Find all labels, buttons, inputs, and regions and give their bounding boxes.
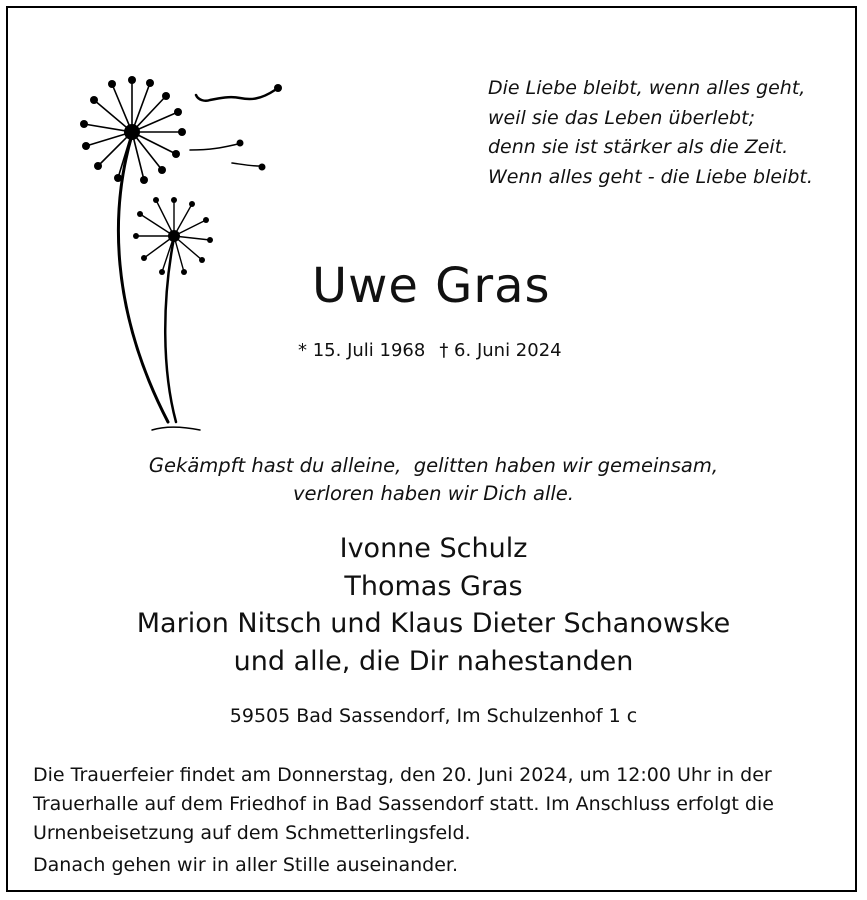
death-date: † 6. Juni 2024: [439, 340, 562, 361]
funeral-info: [33, 761, 853, 880]
family-member: und alle, die Dir nahestanden: [233, 645, 634, 677]
family-member: Ivonne Schulz: [339, 533, 528, 564]
dandelion-icon: [70, 50, 300, 440]
motto-line: verloren haben wir Dich alle.: [293, 482, 574, 505]
family-list: [0, 530, 867, 680]
poem: [488, 74, 848, 192]
deceased-name: Uwe Gras: [312, 258, 551, 314]
motto-line: Gekämpft hast du alleine, gelitten haben wir gemeinsam,: [148, 454, 719, 477]
poem-line: weil sie das Leben überlebt;: [488, 106, 755, 129]
family-member: Thomas Gras: [344, 570, 523, 602]
funeral-line: Urnenbeisetzung auf dem Schmetterlingsfeld.: [33, 822, 471, 844]
funeral-line: Trauerhalle auf dem Friedhof in Bad Sassendorf statt. Im Anschluss erfolgt die: [33, 793, 774, 815]
life-dates: [298, 340, 562, 361]
family-member: Marion Nitsch und Klaus Dieter Schanowske: [136, 608, 731, 639]
funeral-line: Die Trauerfeier findet am Donnerstag, den 20. Juni 2024, um 12:00 Uhr in der: [33, 764, 772, 786]
birth-date: * 15. Juli 1968: [298, 340, 426, 361]
poem-line: Die Liebe bleibt, wenn alles geht,: [488, 77, 806, 99]
motto: [0, 452, 867, 508]
address: 59505 Bad Sassendorf, Im Schulzenhof 1 c: [229, 705, 638, 727]
poem-line: Wenn alles geht - die Liebe bleibt.: [488, 165, 813, 188]
funeral-closing: Danach gehen wir in aller Stille auseinander.: [33, 854, 459, 876]
poem-line: denn sie ist stärker als die Zeit.: [488, 136, 789, 158]
